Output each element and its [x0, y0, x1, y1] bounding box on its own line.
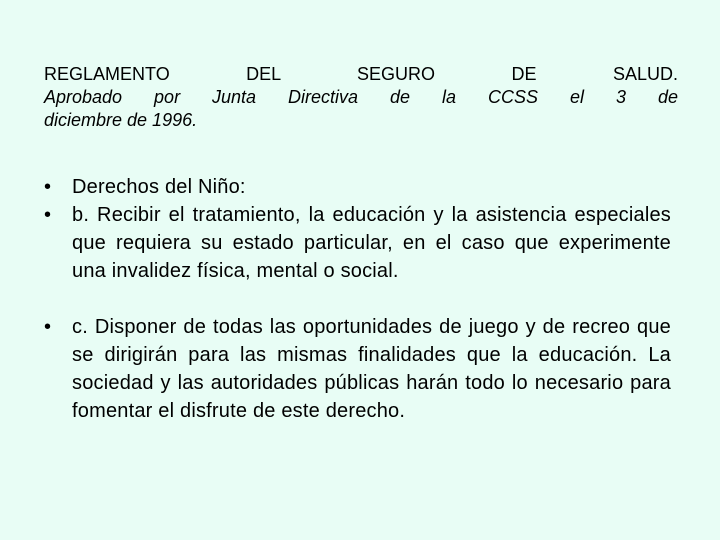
bullet-text: Derechos del Niño:	[72, 176, 246, 198]
header-title: REGLAMENTO DEL SEGURO DE SALUD.	[44, 64, 678, 84]
bullet-item-b	[44, 201, 671, 285]
header-approval: Aprobado por Junta Directiva de la CCSS el 3 de	[44, 87, 678, 107]
bullet-marker: •	[44, 316, 52, 338]
bullet-item-c	[44, 313, 671, 425]
header-date: diciembre de 1996.	[44, 110, 198, 130]
bullet-marker: •	[44, 204, 52, 226]
bullet-list	[44, 173, 671, 425]
bullet-text: b. Recibir el tratamiento, la educación y la asistencia especiales que requiera su estado particular, en el caso que experimente una invalidez física, mental o social.	[72, 204, 671, 282]
bullet-text: c. Disponer de todas las oportunidades de juego y de recreo que se dirigirán para las mismas finalidades que la educación. La sociedad y las autoridades públicas harán todo lo necesario para fomentar el disfrute de este derecho.	[72, 316, 671, 422]
bullet-marker: •	[44, 176, 52, 198]
document-header	[44, 63, 678, 132]
bullet-item-heading	[44, 173, 671, 201]
